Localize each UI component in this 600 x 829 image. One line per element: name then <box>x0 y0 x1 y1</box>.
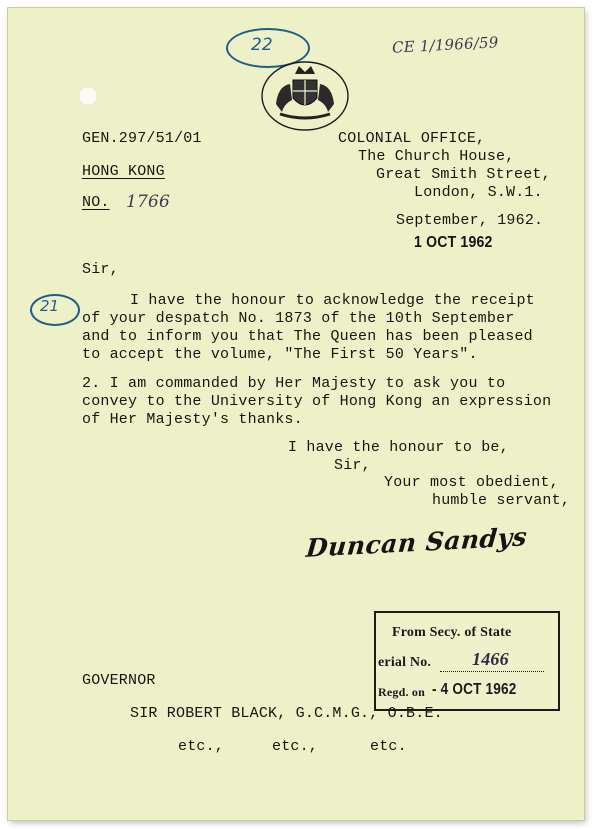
letter-sheet <box>8 8 584 820</box>
file-reference: GEN.297/51/01 <box>82 130 202 147</box>
received-date-stamp: 1 OCT 1962 <box>414 234 493 251</box>
office-city: London, S.W.1. <box>414 184 543 201</box>
salutation: Sir, <box>82 261 119 278</box>
colony-name: HONG KONG <box>82 163 165 180</box>
stamp-origin: From Secy. of State <box>392 625 512 640</box>
paragraph-1-line-4: to accept the volume, "The First 50 Years". <box>82 346 478 363</box>
addressee-title: GOVERNOR <box>82 672 156 689</box>
addressee-etc-1: etc., <box>178 738 225 755</box>
letter-date: September, 1962. <box>396 212 544 229</box>
closing-line-1: I have the honour to be, <box>288 439 509 456</box>
paragraph-2-line-2: convey to the University of Hong Kong an expression <box>82 393 552 410</box>
addressee-etc-2: etc., <box>272 738 319 755</box>
despatch-number-label: NO. <box>82 194 110 211</box>
closing-line-3: Your most obedient, <box>384 474 559 491</box>
stamp-registered-date: - 4 OCT 1962 <box>432 681 517 698</box>
despatch-number-value: 1766 <box>126 192 171 212</box>
stamp-serial-label: erial No. <box>378 655 432 670</box>
closing-line-2: Sir, <box>334 457 371 474</box>
paragraph-1-line-2: of your despatch No. 1873 of the 10th September <box>82 310 515 327</box>
stamp-serial-rule <box>440 671 544 672</box>
stamp-serial-value: 1466 <box>472 649 509 669</box>
paragraph-1-line-3: and to inform you that The Queen has been pleased <box>82 328 533 345</box>
registry-stamp <box>374 611 560 711</box>
royal-coat-of-arms-icon <box>260 60 350 137</box>
paragraph-1-line-1: I have the honour to acknowledge the receipt <box>130 292 535 309</box>
margin-circle-number: 21 <box>40 297 60 315</box>
addressee-name: SIR ROBERT BLACK, G.C.M.G., O.B.E. <box>130 705 443 722</box>
office-street: Great Smith Street, <box>376 166 551 183</box>
punch-hole <box>78 86 98 106</box>
file-reference-handwritten: CE 1/1966/59 <box>391 33 499 57</box>
office-building: The Church House, <box>358 148 515 165</box>
stamp-registered-label: Regd. on <box>378 685 425 699</box>
signature: Duncan Sandys <box>304 522 529 563</box>
paragraph-2-line-3: of Her Majesty's thanks. <box>82 411 303 428</box>
closing-line-4: humble servant, <box>432 492 571 509</box>
top-circle-number: 22 <box>251 35 273 55</box>
paragraph-2-line-1: 2. I am commanded by Her Majesty to ask you to <box>82 375 506 392</box>
office-name: COLONIAL OFFICE, <box>338 130 486 147</box>
addressee-etc-3: etc. <box>370 738 407 755</box>
